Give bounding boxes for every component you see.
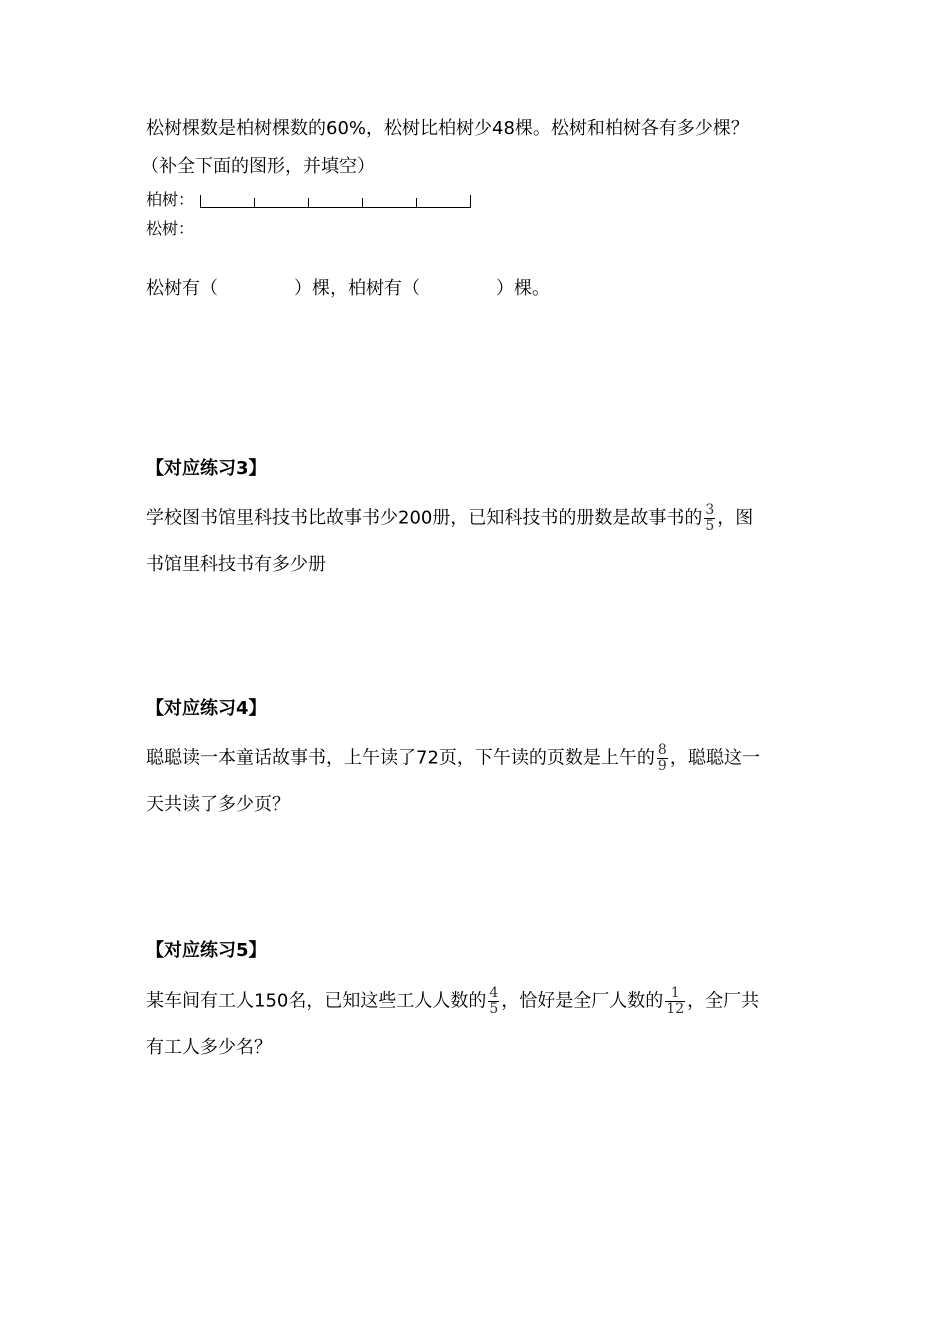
fraction <box>704 503 715 534</box>
answer-text: ）棵。 <box>496 278 550 299</box>
numerator: 3 <box>705 502 715 518</box>
fraction <box>657 743 668 774</box>
denominator: 5 <box>705 518 715 534</box>
exercise-3-line-2: 书馆里科技书有多少册 <box>146 554 326 575</box>
bai-tick <box>362 198 363 208</box>
text: ，全厂共 <box>687 990 760 1012</box>
text: ，图 <box>717 507 754 529</box>
answer-text: ）棵，柏树有（ <box>294 278 420 299</box>
exercise-4-line-2: 天共读了多少页？ <box>146 794 290 815</box>
text: 学校图书馆里科技书比故事书少200册，已知科技书的册数是故事书的 <box>146 507 703 529</box>
text: ，恰好是全厂人数的 <box>501 990 664 1012</box>
denominator: 5 <box>489 1001 499 1017</box>
exercise-3-line-1 <box>146 503 753 534</box>
numerator: 1 <box>665 986 685 1002</box>
text: 某车间有工人150名，已知这些工人人数的 <box>146 990 487 1012</box>
fraction <box>665 986 685 1017</box>
bai-baseline <box>200 207 471 208</box>
text: 聪聪读一本童话故事书，上午读了72页，下午读的页数是上午的 <box>146 747 655 769</box>
answer-text: 松树有（ <box>146 278 218 299</box>
exercise-5-line-2: 有工人多少名？ <box>146 1037 272 1058</box>
text: ，聪聪这一 <box>669 747 760 769</box>
q2-problem-text: 松树棵数是柏树棵数的60%，松树比柏树少48棵。松树和柏树各有多少棵？ <box>146 118 749 139</box>
denominator: 9 <box>657 758 667 774</box>
exercise-4-heading: 【对应练习4】 <box>146 698 267 719</box>
exercise-4-line-1 <box>146 743 760 774</box>
bai-tick <box>200 195 201 208</box>
fraction <box>488 986 499 1017</box>
numerator: 8 <box>657 742 667 758</box>
q2-answer-line <box>146 277 550 301</box>
song-label: 松树： <box>146 219 195 238</box>
exercise-3-heading: 【对应练习3】 <box>146 458 267 479</box>
denominator: 12 <box>666 1001 685 1017</box>
bai-tick <box>254 198 255 208</box>
q2-instruction: （补全下面的图形，并填空） <box>141 156 375 177</box>
exercise-5-line-1 <box>146 986 759 1017</box>
numerator: 4 <box>489 985 499 1001</box>
bai-tick <box>470 195 471 208</box>
bai-label: 柏树： <box>146 190 195 209</box>
bai-tick <box>416 198 417 208</box>
bai-tick <box>308 198 309 208</box>
exercise-5-heading: 【对应练习5】 <box>146 940 267 961</box>
